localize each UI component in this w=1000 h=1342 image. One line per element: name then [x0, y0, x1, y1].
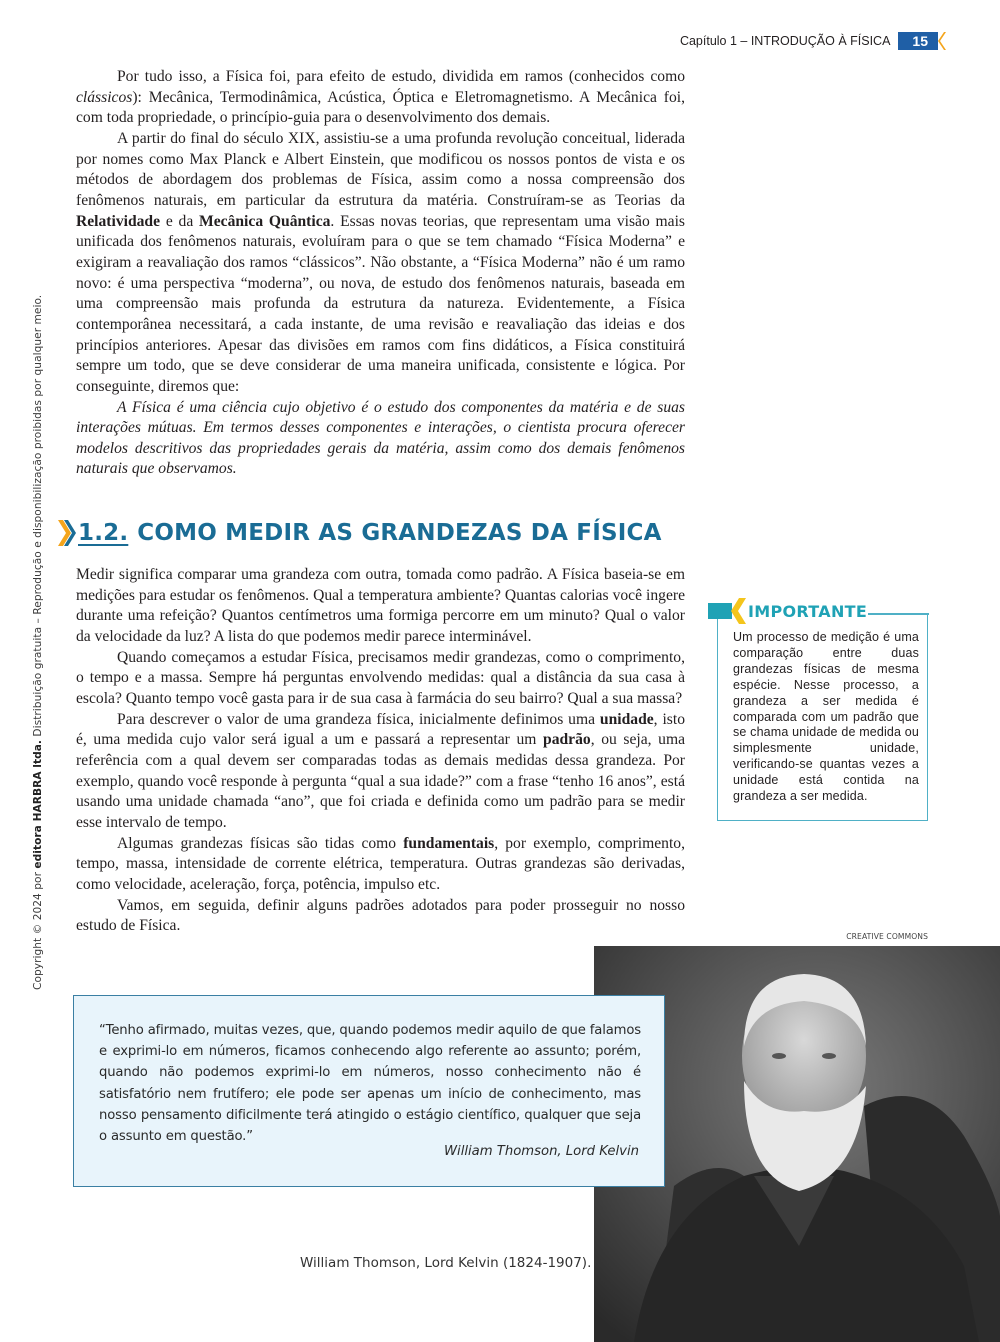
box-border [868, 613, 929, 615]
page-number: 15 [912, 33, 928, 49]
section-number: 1.2. [78, 520, 129, 546]
chevron-left-icon [729, 598, 747, 624]
paragraph: Vamos, em seguida, definir alguns padrões adotados para poder prosseguir no nosso estudo de Física. [76, 896, 685, 935]
chevron-left-icon [936, 32, 946, 50]
page-number-badge [898, 32, 938, 50]
important-header [708, 598, 867, 624]
important-label: IMPORTANTE [748, 601, 868, 621]
paragraph: Algumas grandezas físicas são tidas como fundamentais, por exemplo, comprimento, tempo, massa, intensidade de corrente elétrica, temperatura. Outras grandezas são derivadas, como velocidade, aceleração, força, potência, impulso etc. [76, 834, 685, 893]
photo-caption: William Thomson, Lord Kelvin (1824-1907). [300, 1255, 592, 1271]
paragraph: Por tudo isso, a Física foi, para efeito de estudo, dividida em ramos (conhecidos como clássicos): Mecânica, Termodinâmica, Acústica, Óptica e Eletromagnetismo. A Mecânica foi, com toda propriedade, o princípio-guia para o desenvolvimento dos demais. [76, 68, 685, 127]
intro-text [76, 67, 685, 480]
paragraph: Para descrever o valor de uma grandeza física, inicialmente definimos uma unidade, isto é, uma medida cujo valor será igual a um e passará a representar um padrão, ou seja, uma referência com a qual devem ser comparadas todas as demais medidas dessa grandeza. Por exemplo, quando você responde à pergunta “qual a sua idade?” com a frase “tenho 16 anos”, está usando uma unidade chamada “ano”, que foi criada e definida como um padrão para se medir esse intervalo de tempo. [76, 710, 685, 831]
section-heading [56, 516, 662, 550]
quote-text: “Tenho afirmado, muitas vezes, que, quando podemos medir aquilo de que falamos e exprimi-lo em números, ficamos conhecendo algo referente ao assunto; porém, quando não podemos exprimi-lo em números, nosso conhecimento não é satisfatório nem frutífero; ele pode ser apenas um início de conhecimento, mas nosso pensamento dificilmente terá atingido o estágio científico, qualquer que seja o assunto em questão.” [99, 1023, 641, 1145]
paragraph: A partir do final do século XIX, assistiu-se a uma profunda revolução conceitual, liderada por nomes como Max Planck e Albert Einstein, que modificou os nossos pontos de vista e os métodos de abordagem dos problemas de Física, assim como a nossa compreensão dos fenômenos naturais, em particular da estrutura da matéria. Construíram-se as Teorias da Relatividade e da Mecânica Quântica. Essas novas teorias, que representam uma visão mais unificada dos fenômenos naturais, evoluíram para o que se tem chamado “Física Moderna” e exigiram a reavaliação dos ramos “clássicos”. Não obstante, a “Física Moderna” não é um ramo novo: é uma perspectiva “moderna”, ou nova, de estudo dos fenômenos naturais, baseada em uma compreensão mais profunda da estrutura da natureza. Evidentemente, a Física contemporânea necessitará, a cada instante, de uma revisão e reavaliação das ideias e dos princípios anteriores. Apesar das divisões em ramos com fins didáticos, a Física constituirá sempre um todo, que se deve considerar de uma maneira unificada, consistente e lógica. Por conseguinte, diremos que: [76, 129, 686, 395]
photo-credit: CREATIVE COMMONS [846, 932, 928, 941]
paragraph: Quando começamos a estudar Física, precisamos medir grandezas, como o comprimento, o tempo e a massa. Sempre há perguntas envolvendo medidas: qual a distância da sua casa à escola? Quanto tempo você gasta para ir de sua casa à farmácia do seu bairro? Qual a sua massa? [76, 648, 685, 707]
publisher-name: editora HARBRA ltda. [32, 739, 44, 869]
quote-box [73, 995, 665, 1187]
definition-paragraph: A Física é uma ciência cujo objetivo é o estudo dos componentes da matéria e de suas interações mútuas. Em termos desses componentes e interações, o cientista procura oferecer modelos descritivos das propriedades gerais da matéria, assim como dos demais fenômenos naturais que observamos. [76, 398, 685, 478]
important-box [717, 613, 928, 821]
section-text [76, 565, 685, 937]
important-text: Um processo de medição é uma comparação entre duas grandezas físicas de mesma espécie. Nesse processo, a grandeza a ser medida é comparada com um padrão que se chama unidade de medida ou simplesmente unidade, verificando-se quantas vezes a unidade está contida na grandeza a ser medida. [733, 630, 919, 804]
paragraph: Medir significa comparar uma grandeza com outra, tomada como padrão. A Física baseia-se em medições para estudar os fenômenos. Qual a temperatura ambiente? Quantas calorias você ingere durante uma refeição? Quantos centímetros uma formiga percorre em um minuto? Qual o valor da velocidade da luz? A lista do que podemos medir parece interminável. [76, 566, 685, 645]
quote-author: William Thomson, Lord Kelvin [443, 1144, 639, 1159]
section-title: COMO MEDIR AS GRANDEZAS DA FÍSICA [137, 520, 662, 546]
copyright-notice: Copyright © 2024 por editora HARBRA ltda. Distribuição gratuita – Reprodução e disponibilização proibidas por qualquer meio. [32, 294, 44, 990]
page-header [680, 31, 938, 51]
chevron-right-icon [56, 518, 76, 548]
chapter-title: Capítulo 1 – INTRODUÇÃO À FÍSICA [679, 34, 891, 48]
